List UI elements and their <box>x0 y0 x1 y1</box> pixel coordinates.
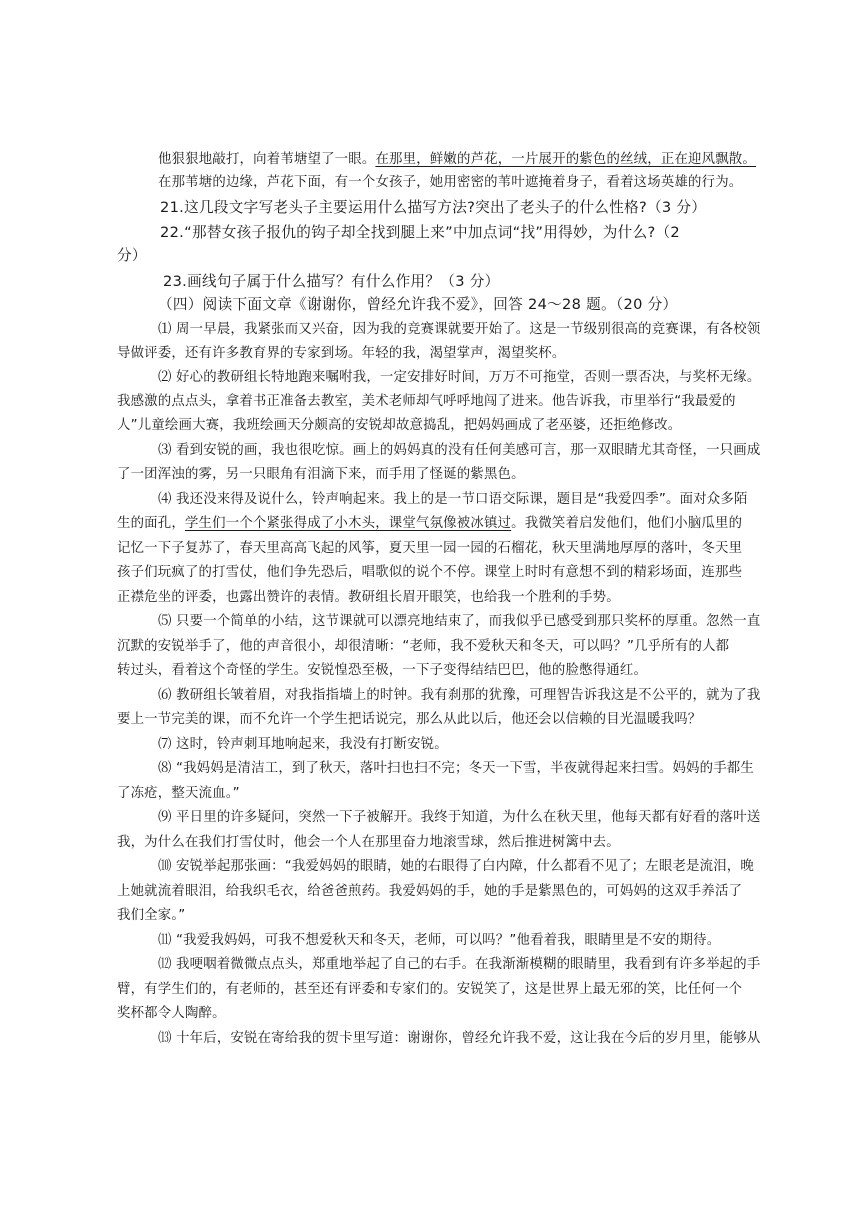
paragraph-4-cont <box>117 514 742 534</box>
paragraph-1: ⑴ 周一早晨，我紧张而又兴奋，因为我的竞赛课就要开始了。这是一节级别很高的竞赛课，有各校领 <box>158 322 761 337</box>
question-22-continued: 分） <box>117 247 147 264</box>
paragraph-13: ⒀ 十年后，安锐在寄给我的贺卡里写道：谢谢你，曾经允许我不爱，这让我在今后的岁月里，能够从 <box>158 1031 761 1046</box>
paragraph-10-cont: 上她就流着眼泪，给我织毛衣，给爸爸煎药。我爱妈妈的手，她的手是紫黑色的，可妈妈的这双手养活了 <box>117 884 743 899</box>
paragraph-9: ⑼ 平日里的许多疑问，突然一下子被解开。我终于知道，为什么在秋天里，他每天都有好看的落叶送 <box>158 810 761 825</box>
paragraph-4: ⑷ 我还没来得及说什么，铃声响起来。我上的是一节口语交际课，题目是“我爱四季”。面对众多陌 <box>158 492 748 507</box>
excerpt-line-2: 在那苇塘的边缘，芦花下面，有一个女孩子，她用密密的苇叶遮掩着身子，看着这场英雄的行为。 <box>158 175 743 190</box>
excerpt-line-1 <box>158 150 756 170</box>
question-21: 21.这几段文字写老头子主要运用什么描写方法?突出了老头子的什么性格?（3 分） <box>160 199 707 216</box>
paragraph-2: ⑵ 好心的教研组长特地跑来嘱咐我，一定安排好时间，万万不可拖堂，否则一票否决，与奖杯无缘。 <box>158 370 761 385</box>
paragraph-4-cont: 正襟危坐的评委，也露出赞许的表情。教研组长眉开眼笑，也给我一个胜利的手势。 <box>117 590 620 605</box>
section-4-heading: （四）阅读下面文章《谢谢你，曾经允许我不爱》，回答 24～28 题。（20 分） <box>158 296 678 313</box>
paragraph-8-cont: 了冻疮，整天流血。” <box>117 786 240 801</box>
paragraph-3-cont: 了一团浑浊的雾，另一只眼角有泪滴下来，而手用了怪诞的紫黑色。 <box>117 467 525 482</box>
paragraph-1-cont: 导做评委，还有许多教育界的专家到场。年轻的我，渴望掌声，渴望奖杯。 <box>117 346 566 361</box>
paragraph-4-cont: 记忆一下子复苏了，春天里高高飞起的风筝，夏天里一园一园的石榴花，秋天里满地厚厚的落叶，冬天里 <box>117 541 743 556</box>
paragraph-11: ⑾ “我爱我妈妈，可我不想爱秋天和冬天，老师，可以吗？”他看着我，眼睛里是不安的期待。 <box>158 933 721 948</box>
paragraph-4-cont: 孩子们玩疯了的打雪仗，他们争先恐后，唱歌似的说个不停。课堂上时时有意想不到的精彩场面，连那些 <box>117 565 743 580</box>
paragraph-12: ⑿ 我哽咽着微微点点头，郑重地举起了自己的右手。在我渐渐模糊的眼睛里，我看到有许多举起的手 <box>158 957 761 972</box>
paragraph-8: ⑻ “我妈妈是清洁工，到了秋天，落叶扫也扫不完；冬天一下雪，半夜就得起来扫雪。妈妈的手都生 <box>158 761 754 776</box>
excerpt-text: 他狠狠地敲打，向着苇塘望了一眼。 <box>158 152 376 167</box>
paragraph-12-cont: 奖杯都令人陶醉。 <box>117 1006 226 1021</box>
paragraph-10-cont: 我们全家。” <box>117 908 186 923</box>
paragraph-2-cont: 人”儿童绘画大赛，我班绘画天分颇高的安锐却故意捣乱，把妈妈画成了老巫婆，还拒绝修改。 <box>117 418 682 433</box>
paragraph-5-cont: 沉默的安锐举手了，他的声音很小，却很清晰：“老师，我不爱秋天和冬天，可以吗？”几乎所有的人都 <box>117 639 730 654</box>
underlined-sentence: 在那里，鲜嫩的芦花，一片展开的紫色的丝绒，正在迎风飘散。 <box>375 152 756 167</box>
paragraph-9-cont: 我，为什么在我们打雪仗时，他会一个人在那里奋力地滚雪球，然后推进树篱中去。 <box>117 835 620 850</box>
paragraph-6: ⑹ 教研组长皱着眉，对我指指墙上的时钟。我有刹那的犹豫，可理智告诉我这是不公平的，就为了我 <box>158 688 761 703</box>
paragraph-text: 。我微笑着启发他们，他们小脑瓜里的 <box>511 516 743 531</box>
paragraph-text: 生的面孔， <box>117 516 185 531</box>
paragraph-6-cont: 要上一节完美的课，而不允许一个学生把话说完，那么从此以后，他还会以信赖的目光温暖我吗？ <box>117 712 702 727</box>
paragraph-10: ⑽ 安锐举起那张画：“我爱妈妈的眼睛，她的右眼得了白内障，什么都看不见了；左眼老是流泪，晚 <box>158 859 754 874</box>
paragraph-2-cont: 我感激的点点头，拿着书正准备去教室，美术老师却气呼呼地闯了进来。他告诉我，市里举行“我最爱的 <box>117 394 736 409</box>
paragraph-3: ⑶ 看到安锐的画，我也很吃惊。画上的妈妈真的没有任何美感可言，那一双眼睛尤其奇怪，一只画成 <box>158 443 761 458</box>
question-23: 23.画线句子属于什么描写？有什么作用？（3 分） <box>163 273 500 290</box>
paragraph-12-cont: 臂，有学生们的，有老师的，甚至还有评委和专家们的。安锐笑了，这是世界上最无邪的笑，比任何一个 <box>117 982 743 997</box>
paragraph-5-cont: 转过头，看着这个奇怪的学生。安锐惶恐至极，一下子变得结结巴巴，他的脸憋得通红。 <box>117 663 648 678</box>
paragraph-7: ⑺ 这时，铃声刺耳地响起来，我没有打断安锐。 <box>158 737 448 752</box>
underlined-sentence: 学生们一个个紧张得成了小木头，课堂气氛像被冰镇过 <box>184 516 512 531</box>
paragraph-5: ⑸ 只要一个简单的小结，这节课就可以漂亮地结束了，而我似乎已感受到那只奖杯的厚重。忽然一直 <box>158 614 761 629</box>
question-22: 22.“那替女孩子报仇的钩子却全找到腿上来”中加点词“找”用得妙，为什么?（2 <box>160 224 680 241</box>
